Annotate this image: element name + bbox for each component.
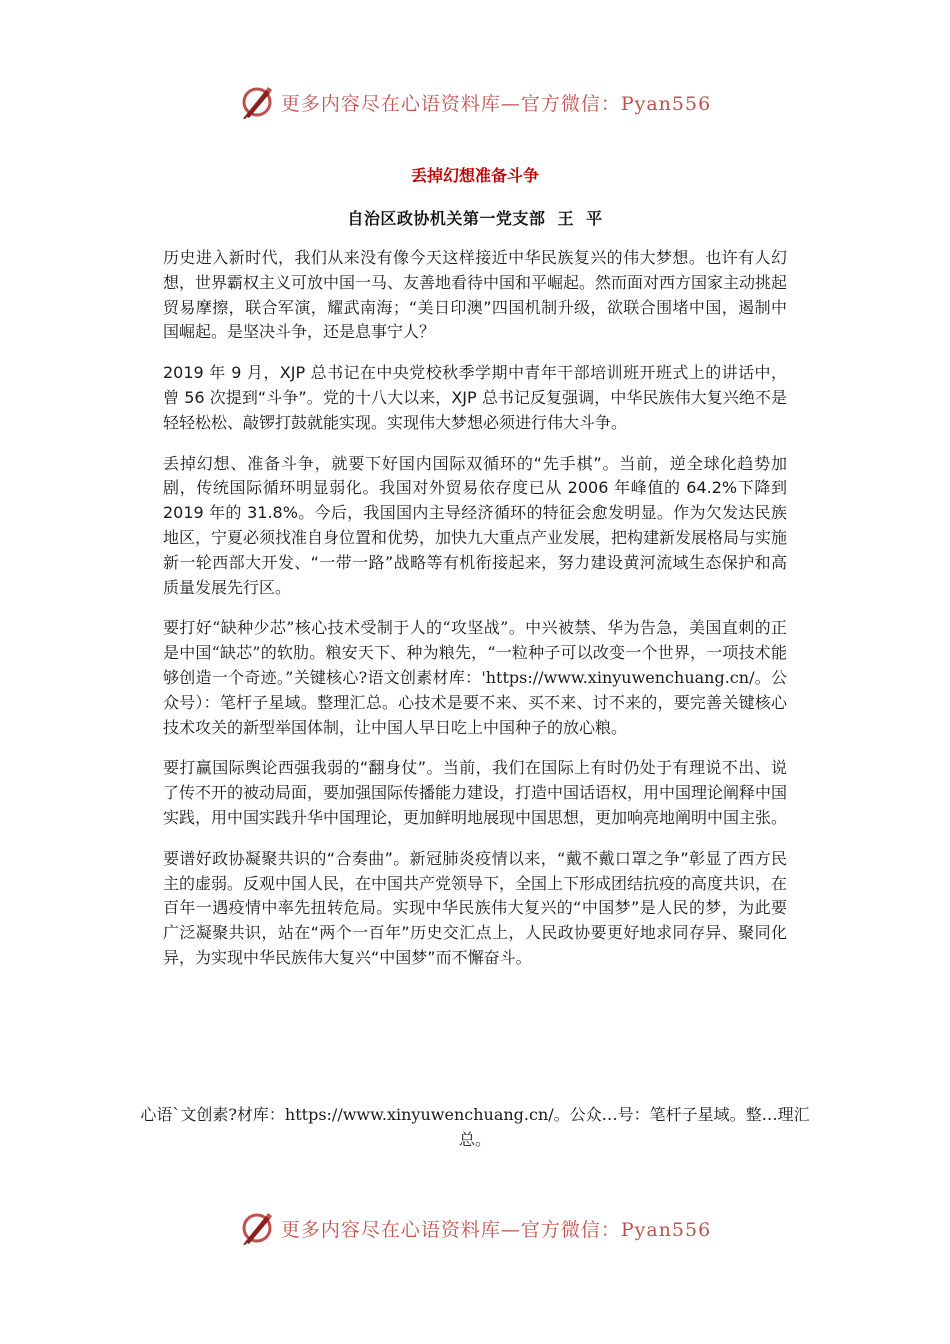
pen-circle-logo-icon bbox=[239, 1210, 275, 1246]
paragraph: 历史进入新时代，我们从来没有像今天这样接近中华民族复兴的伟大梦想。也许有人幻想，世界霸权主义可放中国一马、友善地看待中国和平崛起。然而面对西方国家主动挑起贸易摩擦，联合军演，耀武南海；“美日印澳”四国机制升级，欲联合围堵中国，遏制中国崛起。是坚决斗争，还是息事宁人？ bbox=[163, 248, 788, 342]
document-author: 自治区政协机关第一党支部 王 平 bbox=[347, 209, 603, 228]
paragraph: 丢掉幻想、准备斗争，就要下好国内国际双循环的“先手棋”。当前，逆全球化趋势加剧，传统国际循环明显弱化。我国对外贸易依存度已从 2006 年峰值的 64.2%下降到 2019 年的 31.8%。今后，我国国内主导经济循环的特征会愈发明显。作为欠发达民族地区，宁夏必须找准自身位置和优势，加快九大重点产业发展，把构建新发展格局与实施新一轮西部大开发、“一带一路”战略等有机衔接起来，努力建设黄河流域生态保护和高质量发展先行区。 bbox=[163, 453, 788, 597]
pen-circle-logo-icon bbox=[239, 84, 275, 120]
header-banner bbox=[0, 82, 950, 122]
banner-text: 更多内容尽在心语资料库—官方微信：Pyan556 bbox=[280, 92, 712, 115]
document-body bbox=[163, 246, 787, 987]
source-note: 心语`文创素?材库：https://www.xinyuwenchuang.cn/。公众…号：笔杆子星域。整…理汇总。 bbox=[140, 1105, 810, 1149]
paragraph: 2019 年 9 月，XJP 总书记在中央党校秋季学期中青年干部培训班开班式上的讲话中，曾 56 次提到“斗争”。党的十八大以来，XJP 总书记反复强调，中华民族伟大复兴绝不是轻轻松松、敲锣打鼓就能实现。实现伟大梦想必须进行伟大斗争。 bbox=[163, 363, 787, 432]
footer-banner bbox=[0, 1208, 950, 1248]
paragraph: 要谱好政协凝聚共识的“合奏曲”。新冠肺炎疫情以来，“戴不戴口罩之争”彰显了西方民主的虚弱。反观中国人民，在中国共产党领导下，全国上下形成团结抗疫的高度共识，在百年一遇疫情中率先扭转危局。实现中华民族伟大复兴的“中国梦”是人民的梦，为此要广泛凝聚共识，站在“两个一百年”历史交汇点上，人民政协要更好地求同存异、聚同化异，为实现中华民族伟大复兴“中国梦”而不懈奋斗。 bbox=[163, 848, 788, 967]
paragraph: 要打赢国际舆论西强我弱的“翻身仗”。当前，我们在国际上有时仍处于有理说不出、说了传不开的被动局面，要加强国际传播能力建设，打造中国话语权，用中国理论阐释中国实践，用中国实践升华中国理论，更加鲜明地展现中国思想，更加响亮地阐明中国主张。 bbox=[163, 758, 788, 827]
paragraph: 要打好“缺种少芯”核心技术受制于人的“攻坚战”。中兴被禁、华为告急，美国直刺的正是中国“缺芯”的软肋。粮安天下、种为粮先，“一粒种子可以改变一个世界，一项技术能够创造一个奇迹。”关键核心?语文创素材库：'https://www.xinyuwenchuang.cn/。公众号）：笔杆子星域。整理汇总。心技术是要不来、买不来、讨不来的，要完善关键核心技术攻关的新型举国体制，让中国人早日吃上中国种子的放心粮。 bbox=[163, 618, 787, 737]
banner-text: 更多内容尽在心语资料库—官方微信：Pyan556 bbox=[280, 1218, 712, 1241]
document-title: 丢掉幻想准备斗争 bbox=[410, 166, 539, 185]
